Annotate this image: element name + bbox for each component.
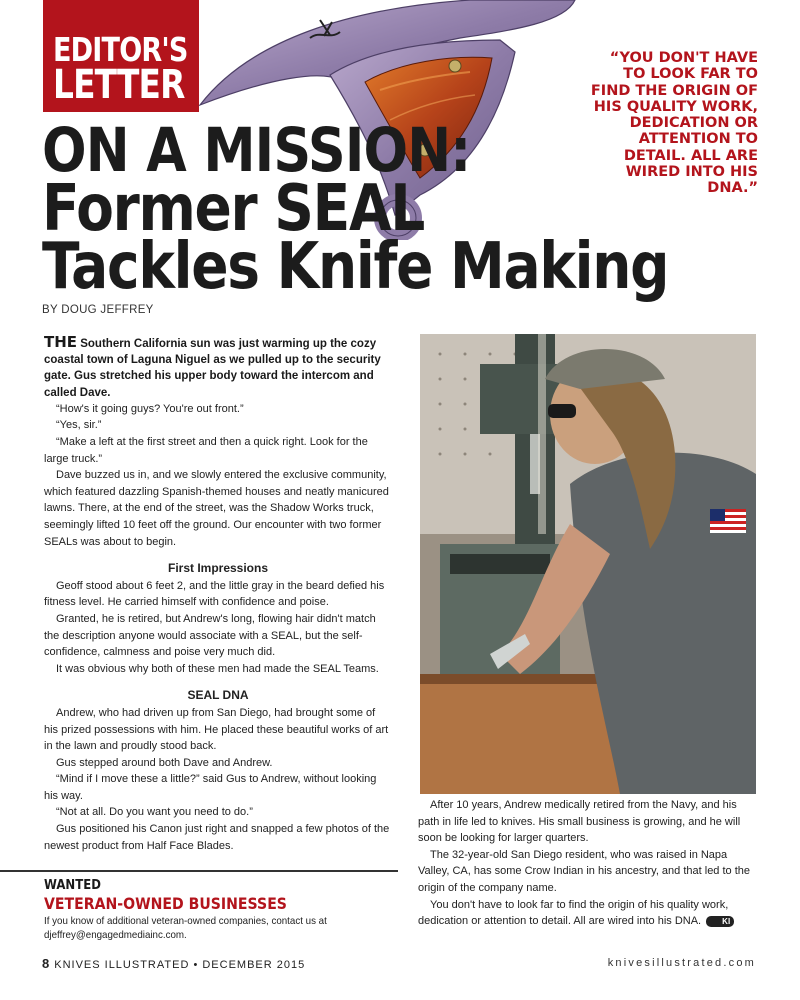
paragraph: “Yes, sir.”: [56, 419, 102, 432]
article-column-left: [44, 334, 392, 854]
end-mark-icon: KI: [706, 916, 734, 927]
headline-line1: ON A MISSION:: [42, 115, 471, 186]
wanted-label: WANTED: [44, 878, 101, 893]
paragraph: “Mind if I move these a little?” said Gus to Andrew, without looking his way.: [44, 773, 377, 802]
wanted-title: VETERAN-OWNED BUSINESSES: [44, 894, 287, 913]
lead-word: THE: [44, 333, 78, 351]
workshop-photo: [420, 334, 756, 794]
paragraph: The 32-year-old San Diego resident, who was raised in Napa Valley, CA, has some Crow Indian in his ancestry, and that led to the origin of the company name.: [418, 848, 751, 894]
subhead-first-impressions: First Impressions: [167, 561, 269, 576]
paragraph: It was obvious why both of these men had made the SEAL Teams.: [56, 662, 379, 675]
wanted-text-line1: If you know of additional veteran-owned companies, contact us at: [44, 915, 327, 927]
paragraph: [418, 897, 758, 930]
closing-text: You don't have to look far to find the origin of his quality work, dedication or attention to detail. All are wired into his DNA.: [418, 898, 729, 928]
paragraph: Gus positioned his Canon just right and snapped a few photos of the newest product from Half Face Blades.: [44, 823, 390, 852]
headline-line3: Tackles Knife Making: [42, 230, 669, 304]
paragraph: “How's it going guys? You're out front.”: [56, 402, 244, 415]
wanted-email-link[interactable]: djeffrey@engagedmediainc.com.: [44, 928, 187, 941]
lead-paragraph: [44, 334, 392, 401]
paragraph: Geoff stood about 6 feet 2, and the little gray in the beard defied his fitness level. He carried himself with confidence and poise.: [44, 579, 385, 609]
article-column-right: [418, 797, 758, 930]
paragraph: “Not at all. Do you want you need to do.”: [56, 806, 253, 819]
section-tab-line2: LETTER: [53, 62, 185, 108]
footer-publication: KNIVES ILLUSTRATED • DECEMBER 2015: [54, 959, 306, 971]
paragraph: Granted, he is retired, but Andrew's long, flowing hair didn't match the description anyone would associate with a SEAL, but the self-confidence, calmness and poise very much did.: [44, 612, 376, 659]
paragraph: After 10 years, Andrew medically retired from the Navy, and his path in life led to knives. His small business is growing, and he will soon be looking for larger quarters.: [418, 799, 741, 845]
footer-website[interactable]: knivesillustrated.com: [607, 957, 756, 969]
lead-text: Southern California sun was just warming up the cozy coastal town of Laguna Niguel as we pulled up to the security gate. Gus stretched his upper body toward the intercom and called Dave.: [44, 338, 381, 399]
pull-quote: “YOU DON'T HAVE TO LOOK FAR TO FIND THE ORIGIN OF HIS QUALITY WORK, DEDICATION OR ATTENTION TO DETAIL. ALL ARE WIRED INTO HIS DNA.”: [590, 50, 758, 197]
paragraph: Gus stepped around both Dave and Andrew.: [56, 756, 273, 769]
wanted-text: [44, 915, 373, 942]
paragraph: Andrew, who had driven up from San Diego, had brought some of his prized possessions with him. He placed these beautiful works of art in the lawn and proudly stood back.: [44, 706, 389, 753]
headline: [42, 115, 669, 304]
headline-line2: Former SEAL: [42, 172, 425, 246]
subhead-seal-dna: SEAL DNA: [187, 688, 249, 703]
page-number: 8: [42, 956, 51, 971]
paragraph: Dave buzzed us in, and we slowly entered the exclusive community, which featured dazzling Spanish-themed houses and neatly manicured lawns. There, at the end of the street, was the Shadow Works truck, seemingly lifted 10 feet off the ground. Our encounter with two former SEALs was about to begin.: [44, 469, 389, 548]
section-tab-line1: EDITOR'S: [53, 30, 188, 69]
paragraph: “Make a left at the first street and then a quick right. Look for the large truck.”: [44, 436, 368, 465]
byline: BY DOUG JEFFREY: [42, 304, 154, 316]
wanted-box: [0, 870, 398, 942]
footer-left: [42, 956, 305, 971]
